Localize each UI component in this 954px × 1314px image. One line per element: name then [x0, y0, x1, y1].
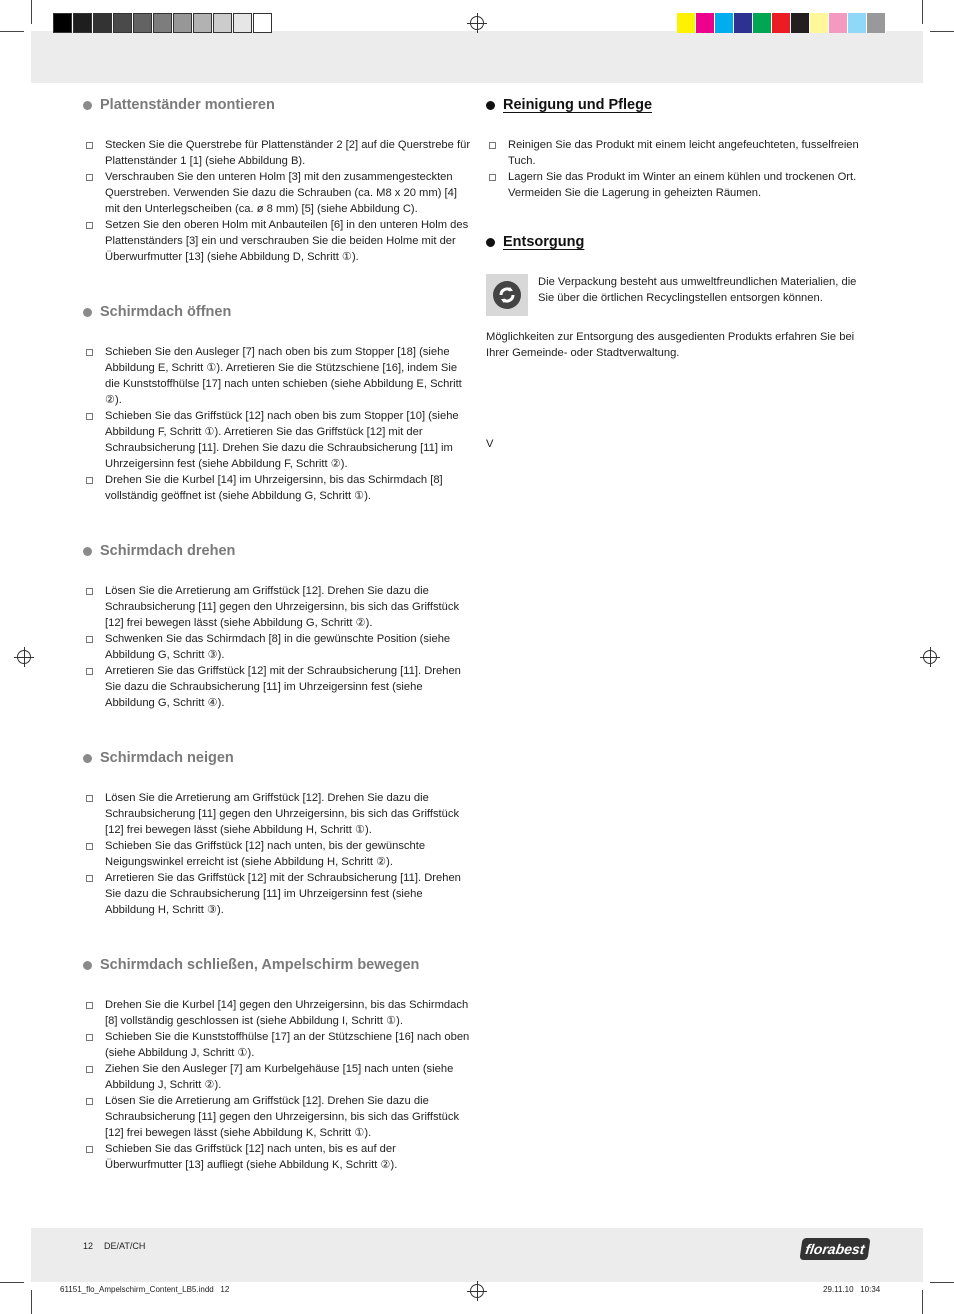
- list-item: Schieben Sie das Griffstück [12] nach unten, bis der gewünschte Neigungswinkel erreicht ist (siehe Abbildung H, Schritt ②).: [83, 838, 473, 870]
- bullet-dot-icon: [83, 754, 92, 763]
- list-item: Drehen Sie die Kurbel [14] im Uhrzeigersinn, bis das Schirmdach [8] vollständig geöffnet ist (siehe Abbildung G, Schritt ①).: [83, 472, 473, 504]
- crop-mark: [930, 1282, 954, 1283]
- crop-mark: [930, 31, 954, 32]
- list-item: Lösen Sie die Arretierung am Griffstück [12]. Drehen Sie dazu die Schraubsicherung [11] gegen den Uhrzeigersinn, bis sich das Griffstück [12] frei bewegen lässt (siehe Abbildung K, Schritt ①).: [83, 1093, 473, 1141]
- list-item: Schieben Sie die Kunststoffhülse [17] an der Stützschiene [16] nach oben (siehe Abbildung J, Schritt ①).: [83, 1029, 473, 1061]
- bullet-dot-icon: [486, 101, 495, 110]
- registration-mark-icon: [470, 1284, 484, 1298]
- list-item: Schwenken Sie das Schirmdach [8] in die gewünschte Position (siehe Abbildung G, Schritt ③).: [83, 631, 473, 663]
- color-swatch: [173, 13, 192, 33]
- list-item: Schieben Sie den Ausleger [7] nach oben bis zum Stopper [18] (siehe Abbildung E, Schritt ①). Arretieren Sie die Stützschiene [16], indem Sie die Kunststoffhülse [17] nach unten schieben (siehe Abbildung E, Schritt ②).: [83, 344, 473, 408]
- color-swatch: [113, 13, 132, 33]
- section-heading: Plattenständer montieren: [83, 96, 473, 114]
- section-heading: Schirmdach drehen: [83, 542, 473, 560]
- disposal-text: Möglichkeiten zur Entsorgung des ausgedienten Produkts erfahren Sie bei Ihrer Gemeinde- oder Stadtverwaltung.: [486, 331, 855, 359]
- registration-mark-icon: [470, 16, 484, 30]
- registration-mark-icon: [923, 650, 937, 664]
- footer-band: [31, 1228, 923, 1282]
- color-swatch: [213, 13, 232, 33]
- color-swatch: [53, 13, 72, 33]
- color-swatch: [233, 13, 252, 33]
- instruction-list: [83, 137, 473, 265]
- bullet-dot-icon: [83, 547, 92, 556]
- bullet-dot-icon: [83, 101, 92, 110]
- list-item: Arretieren Sie das Griffstück [12] mit der Schraubsicherung [11]. Drehen Sie dazu die Schraubsicherung [11] im Uhrzeigersinn fest (siehe Abbildung H, Schritt ③).: [83, 870, 473, 918]
- color-swatch: [753, 13, 772, 33]
- color-swatch: [253, 13, 272, 33]
- list-item: Reinigen Sie das Produkt mit einem leicht angefeuchteten, fusselfreien Tuch.: [486, 137, 870, 169]
- list-item: Ziehen Sie den Ausleger [7] am Kurbelgehäuse [15] nach unten (siehe Abbildung J, Schritt ②).: [83, 1061, 473, 1093]
- locale-label: DE/AT/CH: [104, 1241, 146, 1251]
- file-slug: 61151_flo_Ampelschirm_Content_LB5.indd 12: [60, 1285, 230, 1294]
- grey-color-bar: [53, 13, 273, 33]
- process-color-bar: [677, 13, 886, 33]
- crop-mark: [31, 1290, 32, 1314]
- color-swatch: [677, 13, 696, 33]
- instruction-list: [83, 997, 473, 1173]
- color-swatch: [791, 13, 810, 33]
- page-number: 12: [83, 1241, 94, 1251]
- crop-mark: [0, 1282, 24, 1283]
- color-swatch: [153, 13, 172, 33]
- list-item: Arretieren Sie das Griffstück [12] mit der Schraubsicherung [11]. Drehen Sie dazu die Schraubsicherung [11] im Uhrzeigersinn fest (siehe Abbildung G, Schritt ④).: [83, 663, 473, 711]
- color-swatch: [810, 13, 829, 33]
- crop-mark: [922, 0, 923, 24]
- stray-character: V: [486, 438, 494, 450]
- color-swatch: [73, 13, 92, 33]
- color-swatch: [867, 13, 886, 33]
- crop-mark: [31, 0, 32, 24]
- instruction-list: [83, 344, 473, 504]
- section-heading: Schirmdach öffnen: [83, 303, 473, 321]
- list-item: Lösen Sie die Arretierung am Griffstück [12]. Drehen Sie dazu die Schraubsicherung [11] gegen den Uhrzeigersinn, bis sich das Griffstück [12] frei bewegen lässt (siehe Abbildung G, Schritt ②).: [83, 583, 473, 631]
- crop-mark: [0, 31, 24, 32]
- bullet-dot-icon: [83, 961, 92, 970]
- bullet-dot-icon: [486, 238, 495, 247]
- color-swatch: [193, 13, 212, 33]
- care-heading: Reinigung und Pflege: [486, 96, 870, 114]
- packaging-row: [486, 274, 870, 316]
- list-item: Lösen Sie die Arretierung am Griffstück [12]. Drehen Sie dazu die Schraubsicherung [11] gegen den Uhrzeigersinn, bis sich das Griffstück [12] frei bewegen lässt (siehe Abbildung H, Schritt ①).: [83, 790, 473, 838]
- crop-mark: [922, 1290, 923, 1314]
- section-heading: Schirmdach neigen: [83, 749, 473, 767]
- instruction-list: [83, 583, 473, 711]
- color-swatch: [696, 13, 715, 33]
- brand-logo: florabest: [799, 1238, 870, 1260]
- color-swatch: [772, 13, 791, 33]
- color-swatch: [133, 13, 152, 33]
- registration-mark-icon: [17, 650, 31, 664]
- color-swatch: [734, 13, 753, 33]
- left-column: [83, 96, 473, 1173]
- disposal-heading: Entsorgung: [486, 233, 870, 251]
- list-item: Drehen Sie die Kurbel [14] gegen den Uhrzeigersinn, bis das Schirmdach [8] vollständig geschlossen ist (siehe Abbildung I, Schritt ①).: [83, 997, 473, 1029]
- list-item: Setzen Sie den oberen Holm mit Anbauteilen [6] in den unteren Holm des Plattenständers [3] ein und verschrauben Sie die beiden Holme mit der Überwurfmutter [13] (siehe Abbildung D, Schritt ①).: [83, 217, 473, 265]
- section-heading: Schirmdach schließen, Ampelschirm bewegen: [83, 956, 473, 974]
- list-item: Stecken Sie die Querstrebe für Plattenständer 2 [2] auf die Querstrebe für Plattenständer 1 [1] (siehe Abbildung B).: [83, 137, 473, 169]
- color-swatch: [829, 13, 848, 33]
- list-item: Schieben Sie das Griffstück [12] nach oben bis zum Stopper [10] (siehe Abbildung F, Schritt ①). Arretieren Sie das Griffstück [12] mit der Schraubsicherung [11]. Drehen Sie dazu die Schraubsicherung [11] im Uhrzeigersinn fest (siehe Abbildung F, Schritt ②).: [83, 408, 473, 472]
- file-date: 29.11.10 10:34: [823, 1285, 881, 1294]
- care-list: [486, 137, 870, 201]
- list-item: Schieben Sie das Griffstück [12] nach unten, bis es auf der Überwurfmutter [13] aufliegt (siehe Abbildung K, Schritt ②).: [83, 1141, 473, 1173]
- list-item: Verschrauben Sie den unteren Holm [3] mit den zusammengesteckten Querstreben. Verwenden Sie dazu die Schrauben (ca. M8 x 20 mm) [4] mit den Unterlegscheiben (ca. ø 8 mm) [5] (siehe Abbildung C).: [83, 169, 473, 217]
- packaging-text: Die Verpackung besteht aus umweltfreundlichen Materialien, die Sie über die örtlichen Recyclingstellen entsorgen können.: [538, 276, 857, 304]
- green-dot-recycling-icon: [486, 274, 528, 316]
- color-swatch: [715, 13, 734, 33]
- list-item: Lagern Sie das Produkt im Winter an einem kühlen und trockenen Ort. Vermeiden Sie die Lagerung in geheizten Räumen.: [486, 169, 870, 201]
- instruction-list: [83, 790, 473, 918]
- color-swatch: [848, 13, 867, 33]
- bullet-dot-icon: [83, 308, 92, 317]
- color-swatch: [93, 13, 112, 33]
- right-column: [486, 96, 870, 452]
- header-band: [31, 31, 923, 83]
